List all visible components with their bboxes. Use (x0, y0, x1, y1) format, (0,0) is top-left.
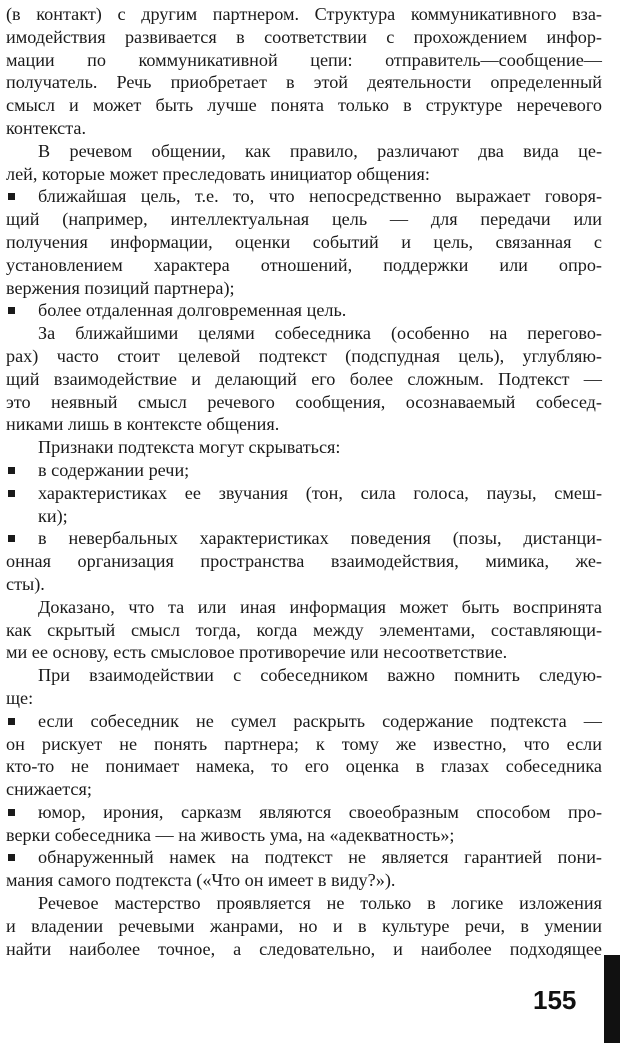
bullet-icon (8, 535, 15, 542)
text-line: Доказано, что та или иная информация может быть воспринята (38, 596, 602, 617)
text-line: вержения позиций партнера); (6, 277, 235, 298)
list-item (6, 846, 602, 869)
text-line: получения информации, оценки событий и цель, связанная с (6, 231, 602, 252)
text-line: кто-то не понимает намека, то его оценка в глазах собеседника (6, 756, 602, 777)
text-line: он рискует не понять партнера; к тому же известно, что если (6, 733, 602, 754)
text-line: мации по коммуникативной цепи: отправитель—сообщение— (6, 49, 602, 70)
list-item (6, 299, 602, 322)
text-line: и владении речевыми жанрами, но и в культуре речи, в умении (6, 915, 602, 936)
bullet-icon (8, 809, 15, 816)
list-item (6, 459, 602, 482)
list-item (6, 710, 602, 733)
text-line: (в контакт) с другим партнером. Структура коммуникативного вза- (6, 4, 602, 24)
text-line: в содержании речи; (38, 459, 190, 480)
bullet-icon (8, 467, 15, 474)
text-line: верки собеседника — на живость ума, на «адекватность»; (6, 824, 455, 845)
text-line: онная организация пространства взаимодействия, мимика, же- (6, 551, 602, 572)
bullet-icon (8, 307, 15, 314)
text-line: снижается; (6, 779, 92, 800)
text-line: характеристиках ее звучания (тон, сила голоса, паузы, смеш- (38, 482, 602, 503)
text-line: это неявный смысл речевого сообщения, осознаваемый собесед- (6, 391, 602, 412)
bullet-icon (8, 193, 15, 200)
text-line: ще: (6, 687, 34, 708)
text-line: Речевое мастерство проявляется не только в логике изложения (38, 893, 602, 914)
text-line: В речевом общении, как правило, различают два вида це- (38, 140, 602, 161)
text-line: как скрытый смысл тогда, когда между элементами, составляющи- (6, 619, 602, 640)
list-item (6, 801, 602, 824)
page-number: 155 (533, 985, 577, 1015)
text-line: более отдаленная долговременная цель. (38, 300, 347, 321)
bullet-icon (8, 718, 15, 725)
text-line: имодействия развивается в соответствии с прохождением инфор- (6, 26, 602, 47)
text-line: никами лишь в контексте общения. (6, 414, 280, 435)
text-line: обнаруженный намек на подтекст не является гарантией пони- (38, 847, 602, 868)
text-line: ми ее основу, есть смысловое противоречие или несоответствие. (6, 642, 508, 663)
text-line: Признаки подтекста могут скрываться: (38, 437, 341, 458)
text-line: сты). (6, 573, 45, 594)
text-line: получатель. Речь приобретает в этой деятельности определенный (6, 72, 602, 93)
text-line: если собеседник не сумел раскрыть содержание подтекста — (38, 710, 602, 731)
text-line: рах) часто стоит целевой подтекст (подспудная цель), углубляю- (6, 345, 602, 366)
text-line: юмор, ирония, сарказм являются своеобразным способом про- (38, 801, 602, 822)
text-line: ближайшая цель, т.е. то, что непосредственно выражает говоря- (38, 186, 602, 207)
text-line: щий взаимодействие и делающий его более сложным. Подтекст — (6, 368, 602, 389)
list-item (6, 527, 602, 550)
text-line: лей, которые может преследовать инициатор общения: (6, 163, 430, 184)
text-line: мания самого подтекста («Что он имеет в виду?»). (6, 870, 396, 891)
text-line: в невербальных характеристиках поведения (позы, дистанци- (38, 528, 602, 549)
bullet-icon (8, 490, 15, 497)
page-body (6, 3, 602, 960)
bullet-icon (8, 854, 15, 861)
text-line: найти наиболее точное, а следовательно, и наиболее подходящее (6, 938, 602, 959)
text-line: За ближайшими целями собеседника (особенно на перегово- (38, 323, 602, 344)
page-edge-marker (604, 955, 620, 1043)
list-item (6, 482, 602, 505)
list-item (6, 185, 602, 208)
text-line: установлением характера отношений, поддержки или опро- (6, 254, 602, 275)
text-line: контекста. (6, 117, 87, 138)
text-line: щий (например, интеллектуальная цель — для передачи или (6, 209, 602, 230)
text-line: ки); (38, 505, 68, 526)
text-line: смысл и может быть лучше понята только в структуре неречевого (6, 95, 602, 116)
text-line: При взаимодействии с собеседником важно помнить следую- (38, 665, 602, 686)
